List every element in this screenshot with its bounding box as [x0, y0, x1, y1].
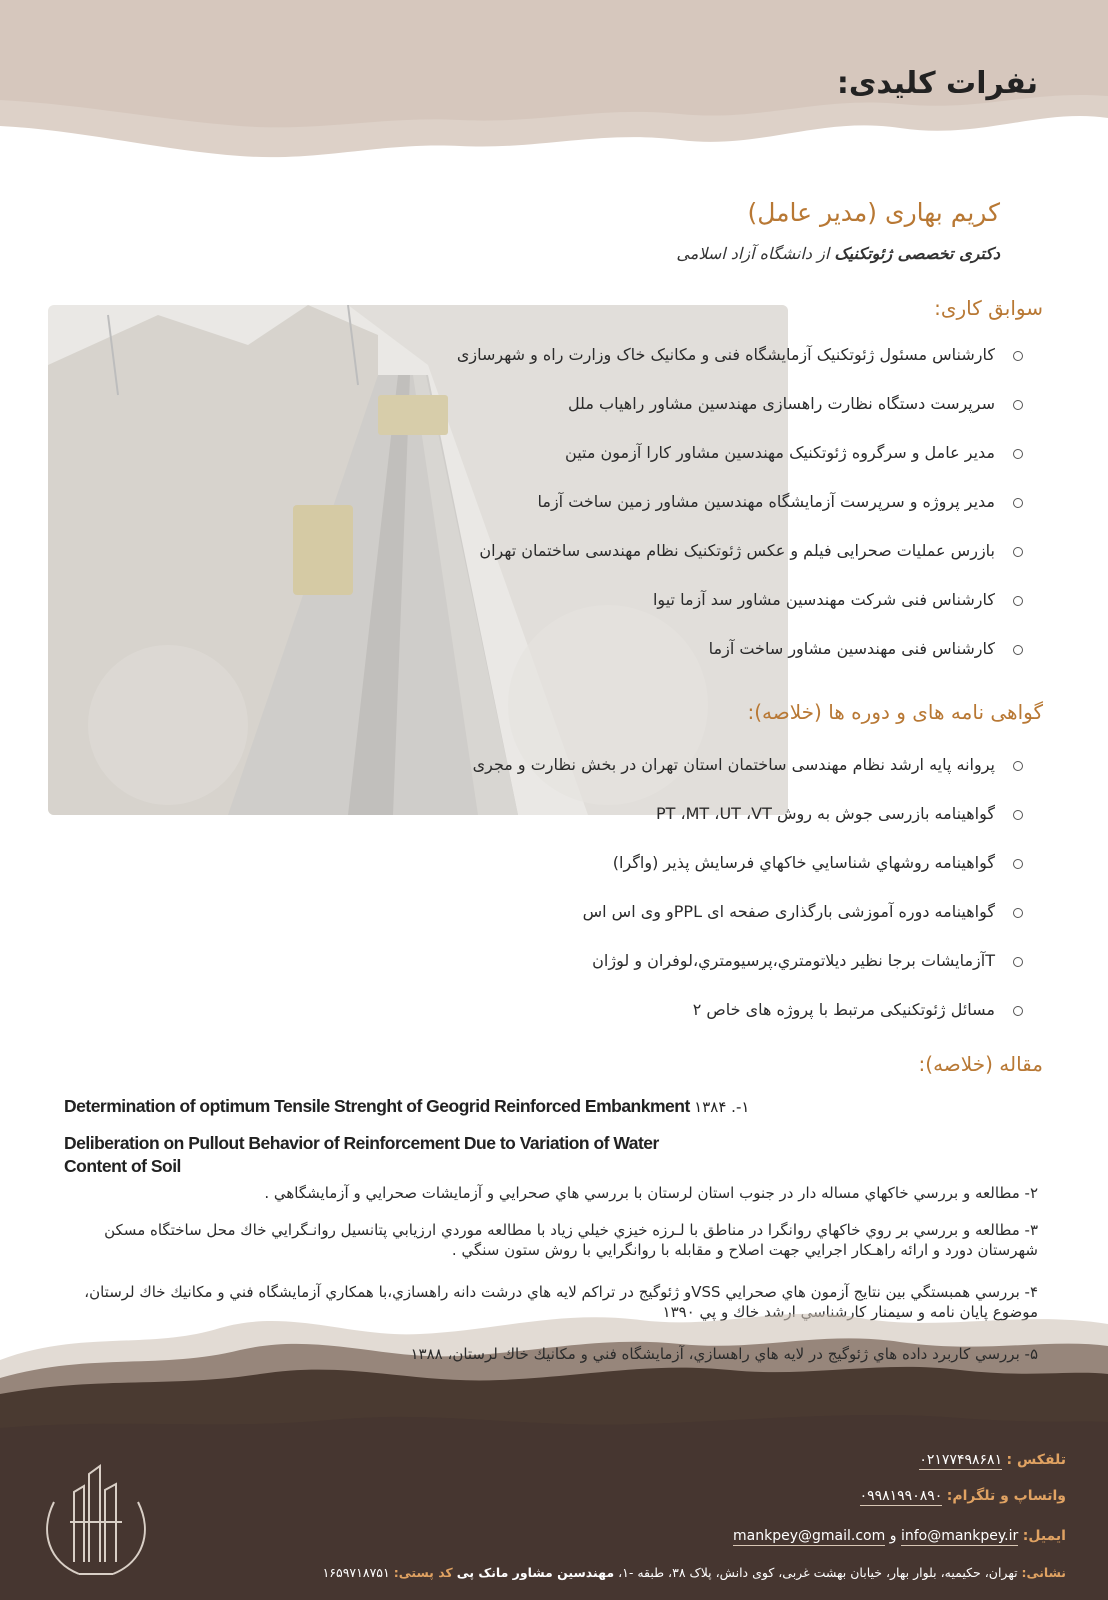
certificates-heading: گواهی نامه های و دوره ها (خلاصه): — [747, 700, 1043, 724]
list-item — [323, 995, 1023, 1044]
address-line — [323, 1565, 1066, 1580]
article-paragraph-2: ۲- مطالعه و بررسي خاكهاي مساله دار در جنوب استان لرستان با بررسي هاي صحرايي و آزمايشات صحرايي و آزمايشگاهي . — [264, 1184, 1038, 1202]
article-2-title-line-1: Deliberation on Pullout Behavior of Reinforcement Due to Variation of Water — [64, 1133, 659, 1153]
person-degree — [676, 244, 1000, 263]
list-item-text: گواهینامه بازرسی جوش به روش PT ،MT ،UT ،VT — [655, 804, 995, 823]
email-info-link[interactable]: info@mankpey.ir — [900, 1528, 1019, 1544]
articles-heading: مقاله (خلاصه): — [918, 1052, 1043, 1076]
header-band — [0, 0, 1108, 170]
list-item-text: مسائل ژئوتکنیکی مرتبط با پروژه های خاص ۲ — [692, 1000, 995, 1019]
article-1-title: Determination of optimum Tensile Strenght of Geogrid Reinforced Embankment — [64, 1096, 690, 1116]
certificates-list — [323, 750, 1023, 1044]
list-item-text: کارشناس مسئول ژئوتکنیک آزمایشگاه فنی و مکانیک خاک وزارت راه و شهرسازی — [456, 345, 995, 364]
postal-label: کد پستی: — [393, 1565, 453, 1580]
list-item-text: کارشناس فنی مهندسین مشاور ساخت آزما — [708, 639, 995, 658]
bullet-circle-icon — [1013, 957, 1023, 967]
fax-line — [919, 1452, 1066, 1468]
bullet-circle-icon — [1013, 645, 1023, 655]
list-item-text: سرپرست دستگاه نظارت راهسازی مهندسین مشاور راهیاب ملل — [567, 394, 995, 413]
article-paragraph-3: ۳- مطالعه و بررسي بر روي خاكهاي روانگرا در مناطق با لـرزه خيزي خيلي زياد با مطالعه موردي ارزيابي پتانسيل روانـگرايي خاك محل ساختگاه مسكن شهرستان دورد و ارائه راهـكار اجرايي جهت اصلاح و مقابله با روانگرايي با روش ستون سنگي . — [104, 1221, 1038, 1259]
email-line — [733, 1528, 1066, 1544]
whatsapp-line — [860, 1488, 1066, 1504]
whatsapp-label: واتساپ و تلگرام: — [946, 1488, 1066, 1504]
fax-value[interactable]: ۰۲۱۷۷۴۹۸۶۸۱ — [919, 1452, 1003, 1468]
page-title: نفرات کلیدی: — [836, 66, 1038, 101]
article-2-english — [64, 1132, 659, 1178]
list-item — [323, 946, 1023, 995]
list-item — [323, 438, 1023, 487]
list-item — [323, 848, 1023, 897]
footer-mountains — [0, 1290, 1108, 1600]
bullet-circle-icon — [1013, 859, 1023, 869]
whatsapp-value[interactable]: ۰۹۹۸۱۹۹۰۸۹۰ — [859, 1488, 943, 1504]
article-2-title-line-2: Content of Soil — [64, 1156, 181, 1176]
list-item-text: گواهينامه روشهاي شناسايي خاكهاي فرسايش پذير (واگرا) — [612, 853, 995, 872]
bullet-circle-icon — [1013, 1006, 1023, 1016]
bullet-circle-icon — [1013, 596, 1023, 606]
bullet-circle-icon — [1013, 449, 1023, 459]
list-item-text: گواهینامه دوره آموزشی بارگذاری صفحه ای PPLو وی اس اس — [582, 902, 995, 921]
article-paragraph-4: ۴- بررسي همبستگي بين نتايج آزمون هاي صحرايي VSSو ژئوگيج در تراكم لايه هاي درشت دانه راهسازي،با همكاري آزمايشگاه فني و مكانيك خاك لرستان، موضوع پايان نامه و سيمنار كارشناسي ارشد خاك و پي ۱۳۹۰ — [84, 1283, 1038, 1321]
degree-field: دکتری تخصصی ژئوتکنیک — [834, 244, 1000, 263]
article-1-index: -۱ — [735, 1098, 750, 1116]
list-item — [323, 750, 1023, 799]
bullet-circle-icon — [1013, 498, 1023, 508]
company-logo-icon — [34, 1462, 158, 1582]
list-item — [323, 487, 1023, 536]
list-item-text: Tآزمايشات برجا نظير ديلاتومتري،پرسيومتري،لوفران و لوژان — [592, 951, 995, 970]
bullet-circle-icon — [1013, 908, 1023, 918]
email-conjunction: و — [889, 1528, 897, 1544]
bullet-circle-icon — [1013, 761, 1023, 771]
footer-band — [0, 1290, 1108, 1600]
experience-list — [323, 340, 1023, 683]
bullet-circle-icon — [1013, 810, 1023, 820]
list-item — [323, 897, 1023, 946]
article-paragraph-5: ۵- بررسي كاربرد داده هاي ژئوگيج در لايه هاي راهسازي، آزمايشگاه فني و مكانيك خاك لرستان، ۱۳۸۸ — [410, 1345, 1038, 1363]
list-item — [323, 389, 1023, 438]
email-gmail-link[interactable]: mankpey@gmail.com — [733, 1528, 886, 1544]
article-1-english — [64, 1096, 749, 1117]
list-item-text: کارشناس فنی شرکت مهندسین مشاور سد آزما تیوا — [652, 590, 995, 609]
list-item-text: بازرس عملیات صحرایی فیلم و عکس ژئوتکنیک نظام مهندسی ساختمان تهران — [479, 541, 995, 560]
degree-university: از دانشگاه آزاد اسلامی — [676, 244, 835, 263]
bullet-circle-icon — [1013, 547, 1023, 557]
list-item — [323, 799, 1023, 848]
list-item-text: مدیر پروژه و سرپرست آزمایشگاه مهندسین مشاور زمین ساخت آزما — [537, 492, 995, 511]
company-name: مهندسین مشاور مانک پی — [456, 1565, 615, 1580]
address-label: نشانی: — [1021, 1565, 1066, 1580]
article-1-year: ۱۳۸۴ . — [694, 1098, 736, 1116]
fax-label: تلفکس : — [1006, 1452, 1066, 1468]
bullet-circle-icon — [1013, 400, 1023, 410]
bullet-circle-icon — [1013, 351, 1023, 361]
list-item — [323, 585, 1023, 634]
postal-value: ۱۶۵۹۷۱۸۷۵۱ — [322, 1565, 390, 1580]
person-name: کریم بهاری (مدیر عامل) — [747, 198, 1000, 227]
list-item — [323, 340, 1023, 389]
list-item-text: پروانه پایه ارشد نظام مهندسی ساختمان استان تهران در بخش نظارت و مجری — [472, 755, 995, 774]
address-text: تهران، حکیمیه، بلوار بهار، خیابان بهشت غربی، کوی دانش، پلاک ۳۸، طبقه -۱، — [618, 1565, 1018, 1580]
list-item-text: مدیر عامل و سرگروه ژئوتکنیک مهندسین مشاور کارا آزمون متین — [565, 443, 995, 462]
email-label: ایمیل: — [1022, 1528, 1066, 1544]
list-item — [323, 634, 1023, 683]
experience-heading: سوابق کاری: — [934, 296, 1043, 320]
list-item — [323, 536, 1023, 585]
